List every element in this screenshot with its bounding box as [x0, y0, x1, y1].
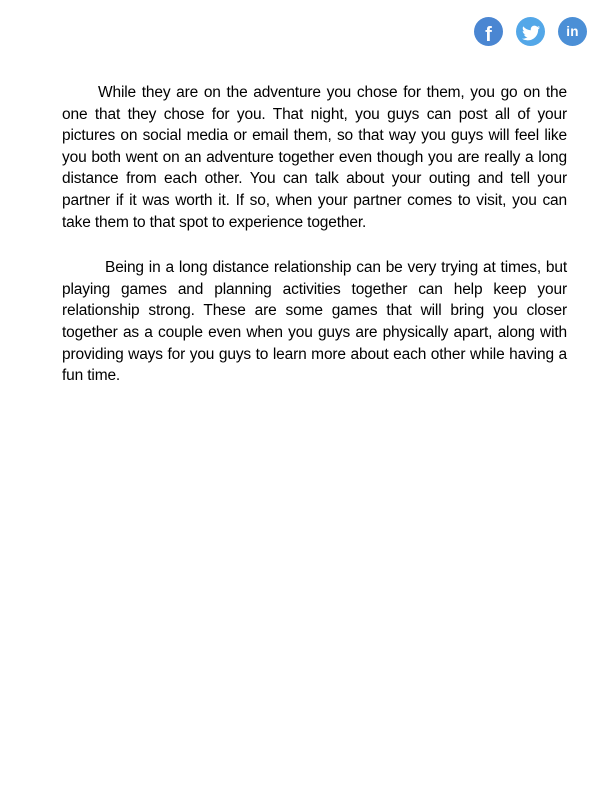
paragraph-adventure: While they are on the adventure you chose for them, you go on the one that they chose for you. That night, you guys can post all of your pictures on social media or email them, so that way you guys will feel like you both went on an adventure together even though you are really a long distance from each other. You can talk about your outing and tell your partner if it was worth it. If so, when your partner comes to visit, you can take them to that spot to experience together. [62, 84, 567, 231]
paragraph-long-distance: Being in a long distance relationship can be very trying at times, but playing games and planning activities together can help keep your relationship strong. These are some games that will bring you closer together as a couple even when you guys are physically apart, along with providing ways for you guys to learn more about each other while having a fun time. [62, 259, 567, 385]
social-share-bar [474, 17, 587, 46]
page-body [62, 82, 567, 387]
twitter-bird-icon [522, 24, 540, 42]
facebook-share-button[interactable] [474, 17, 503, 46]
twitter-share-button[interactable] [516, 17, 545, 46]
linkedin-share-button[interactable] [558, 17, 587, 46]
linkedin-in-icon: in [566, 23, 579, 39]
facebook-f-icon: f [485, 23, 492, 46]
